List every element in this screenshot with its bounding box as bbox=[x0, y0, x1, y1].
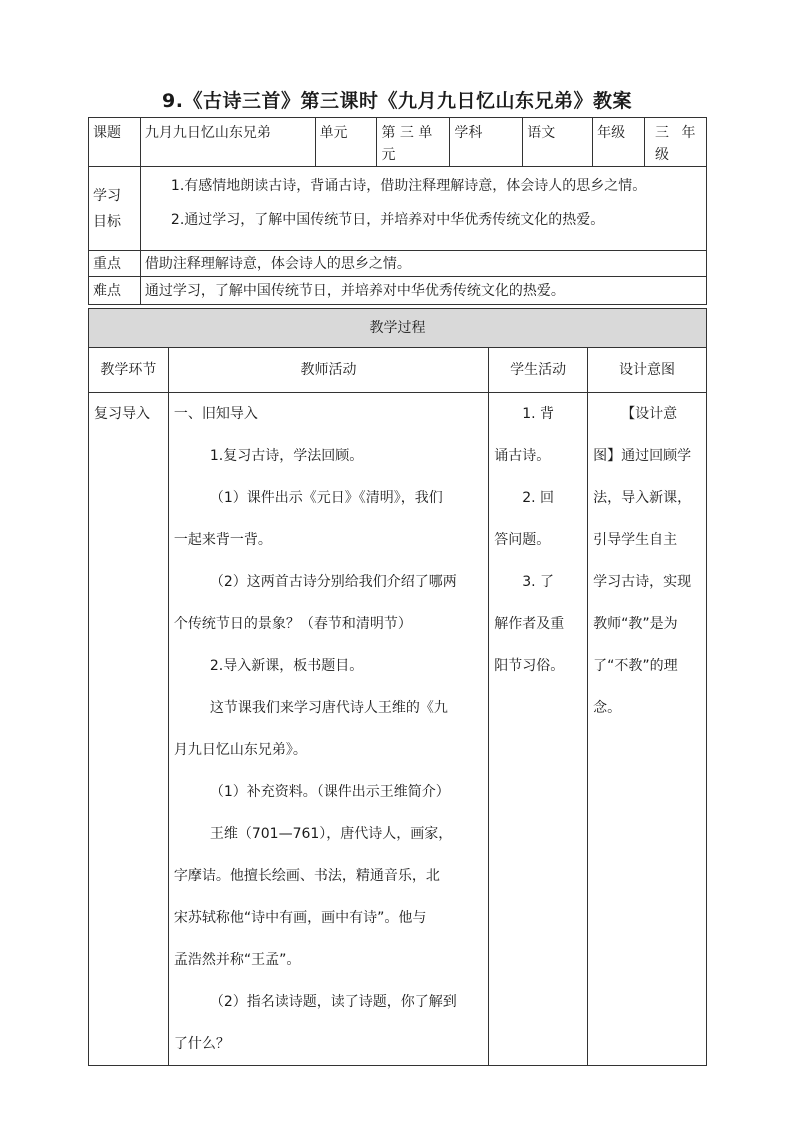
teacher-activity bbox=[168, 393, 488, 1066]
teacher-line: 字摩诘。他擅长绘画、书法，精通音乐，北 bbox=[173, 868, 440, 884]
teacher-line: 个传统节日的景象？（春节和清明节） bbox=[173, 616, 412, 632]
learning-goals bbox=[140, 167, 706, 251]
teacher-line: （1）课件出示《元日》《清明》，我们 bbox=[209, 490, 443, 506]
col-student-header: 学生活动 bbox=[489, 348, 588, 393]
design-line: 引导学生自主 bbox=[593, 532, 678, 548]
student-line: 2. 回 bbox=[522, 490, 555, 506]
col-stage-header: 教学环节 bbox=[89, 348, 169, 393]
stage-cell bbox=[89, 393, 169, 1066]
goal-item: 2.通过学习，了解中国传统节日，并培养对中华优秀传统文化的热爱。 bbox=[170, 212, 605, 228]
document-title: 9.《古诗三首》第三课时《九月九日忆山东兄弟》教案 bbox=[162, 90, 632, 112]
design-line: 学习古诗，实现 bbox=[593, 574, 692, 590]
unit-value bbox=[377, 118, 450, 167]
teacher-line: 2.导入新课，板书题目。 bbox=[209, 658, 364, 674]
student-line: 诵古诗。 bbox=[494, 448, 551, 464]
teacher-line: 了什么？ bbox=[173, 1036, 230, 1052]
difficulty-label: 难点 bbox=[89, 277, 141, 305]
goals-label-line-2: 目标 bbox=[93, 213, 121, 230]
col-teacher-header: 教师活动 bbox=[168, 348, 488, 393]
process-heading: 教学过程 bbox=[89, 309, 707, 348]
subject-label: 学科 bbox=[450, 118, 523, 167]
goals-label bbox=[89, 167, 141, 251]
design-intent bbox=[588, 393, 707, 1066]
grade-label: 年级 bbox=[593, 118, 645, 167]
design-line: 图】通过回顾学 bbox=[593, 448, 692, 464]
topic-label: 课题 bbox=[89, 118, 141, 167]
teacher-line: 1.复习古诗，学法回顾。 bbox=[209, 448, 364, 464]
teacher-line: 孟浩然并称“王孟”。 bbox=[173, 952, 301, 968]
design-line: 了“不教”的理 bbox=[593, 658, 678, 674]
goals-label-line-1: 学习 bbox=[93, 187, 121, 204]
grade-value bbox=[645, 118, 707, 167]
teacher-line: 一起来背一背。 bbox=[173, 532, 272, 548]
student-line: 解作者及重 bbox=[494, 616, 565, 632]
teacher-line: （2）这两首古诗分别给我们介绍了哪两 bbox=[209, 574, 457, 590]
teacher-line: 一、旧知导入 bbox=[173, 406, 258, 422]
student-line: 阳节习俗。 bbox=[494, 658, 565, 674]
key-point-value: 借助注释理解诗意，体会诗人的思乡之情。 bbox=[140, 251, 706, 277]
design-line: 法，导入新课， bbox=[593, 490, 692, 506]
teacher-line: （2）指名读诗题，读了诗题，你了解到 bbox=[209, 994, 457, 1010]
design-line: 教师“教”是为 bbox=[593, 616, 678, 632]
unit-value-line-1: 第 三 单 bbox=[381, 125, 433, 141]
student-line: 1. 背 bbox=[522, 406, 555, 422]
lesson-info-table bbox=[88, 117, 707, 305]
teacher-line: 月九日忆山东兄弟》。 bbox=[173, 742, 307, 758]
grade-value-line-2: 级 bbox=[655, 147, 670, 163]
teacher-line: （1）补充资料。（课件出示王维简介） bbox=[209, 784, 450, 800]
col-design-header: 设计意图 bbox=[588, 348, 707, 393]
teaching-process-table bbox=[88, 308, 707, 1066]
teacher-line: 这节课我们来学习唐代诗人王维的《九 bbox=[209, 700, 448, 716]
subject-value: 语文 bbox=[523, 118, 593, 167]
design-line: 念。 bbox=[593, 700, 622, 716]
design-line: 【设计意 bbox=[621, 406, 678, 422]
grade-value-line-1: 三 年 bbox=[655, 125, 700, 141]
goal-item: 1.有感情地朗读古诗，背诵古诗，借助注释理解诗意，体会诗人的思乡之情。 bbox=[170, 178, 647, 194]
key-point-label: 重点 bbox=[89, 251, 141, 277]
student-activity bbox=[489, 393, 588, 1066]
topic-value: 九月九日忆山东兄弟 bbox=[140, 118, 315, 167]
student-line: 答问题。 bbox=[494, 532, 551, 548]
unit-label: 单元 bbox=[315, 118, 377, 167]
difficulty-value: 通过学习，了解中国传统节日，并培养对中华优秀传统文化的热爱。 bbox=[140, 277, 706, 305]
teacher-line: 宋苏轼称他“诗中有画，画中有诗”。他与 bbox=[173, 910, 427, 926]
student-line: 3. 了 bbox=[522, 574, 555, 590]
stage-name: 复习导入 bbox=[94, 406, 150, 422]
unit-value-line-2: 元 bbox=[381, 147, 396, 163]
teacher-line: 王维（701—761），唐代诗人，画家， bbox=[209, 826, 453, 842]
